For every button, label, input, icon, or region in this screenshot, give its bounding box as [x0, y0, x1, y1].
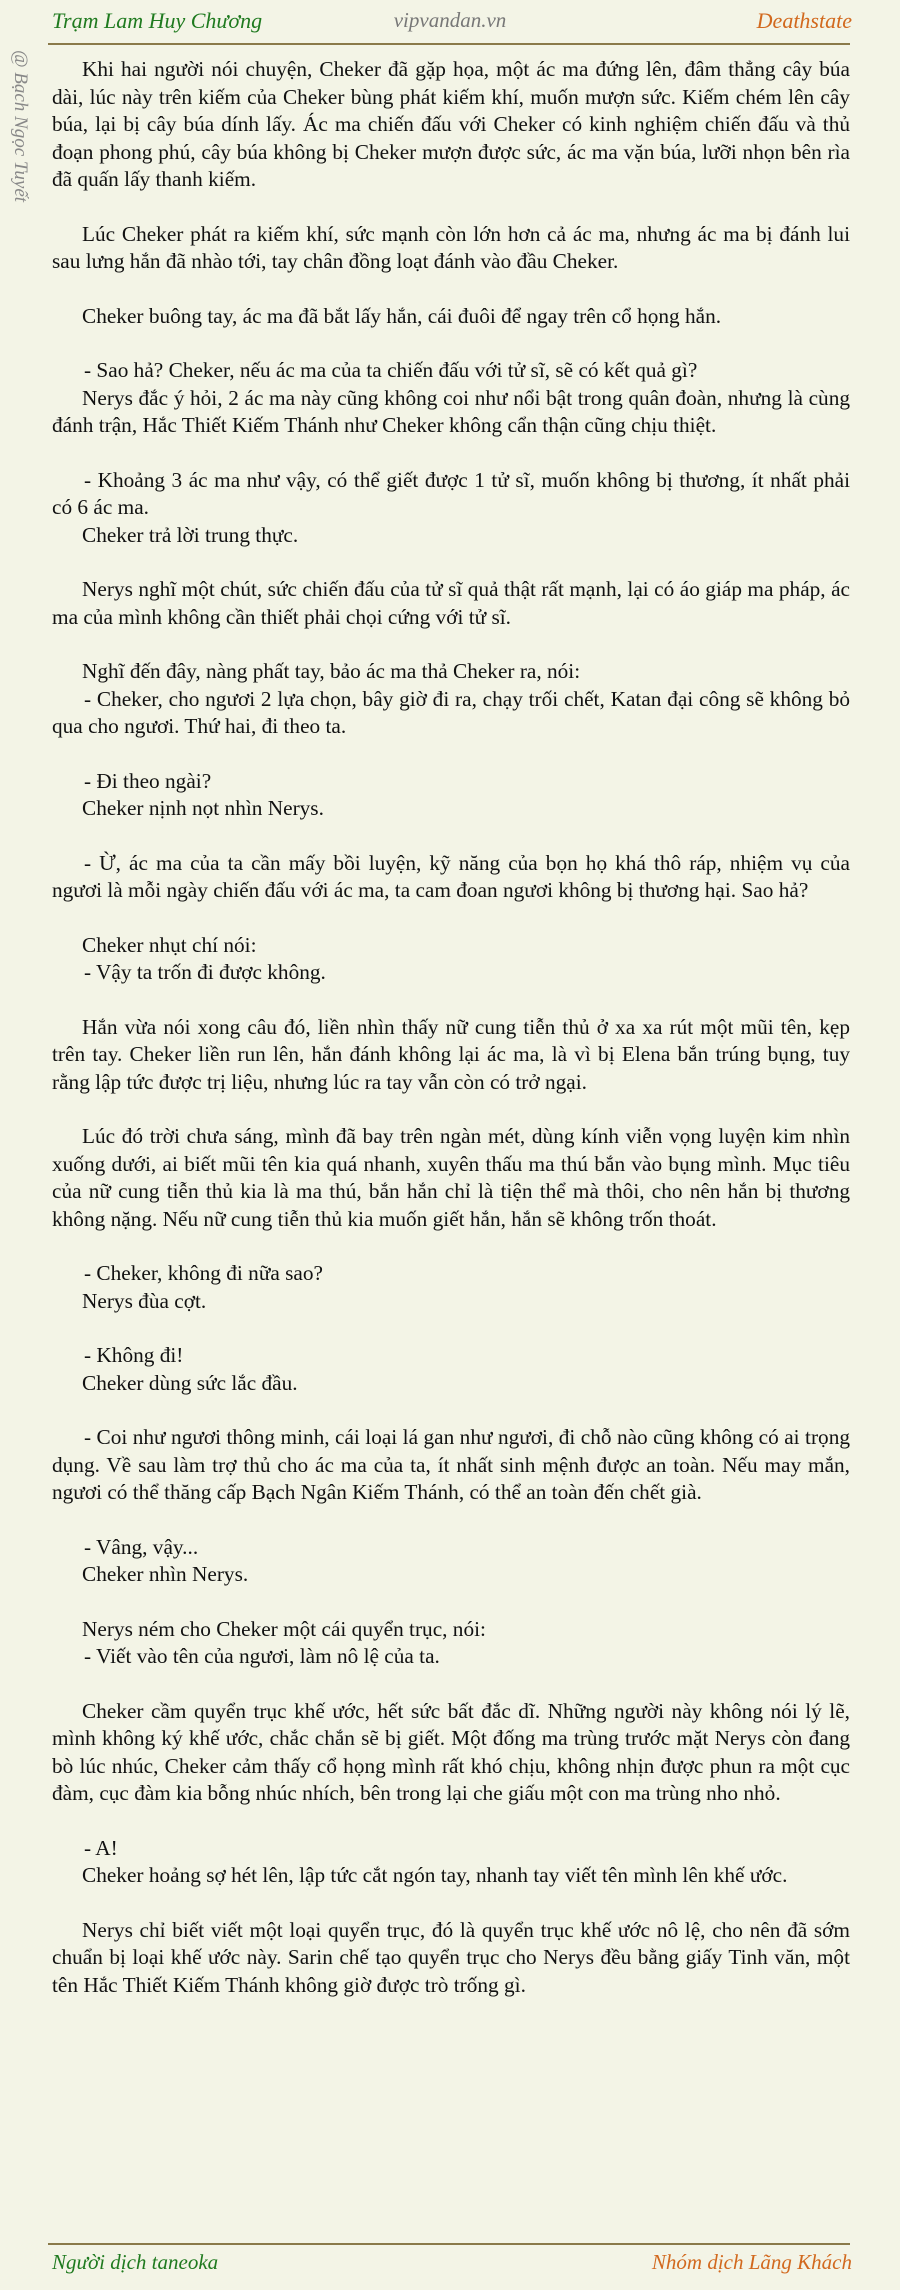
- paragraph: Cheker nhụt chí nói:: [82, 932, 257, 957]
- paragraph: Nghĩ đến đây, nàng phất tay, bảo ác ma thả Cheker ra, nói:: [82, 659, 581, 683]
- paragraph: Nerys đắc ý hỏi, 2 ác ma này cũng không coi như nổi bật trong quân đoàn, nhưng là cùng đánh trận, Hắc Thiết Kiếm Thánh như Cheker không cẩn thận cũng chịu thiệt.: [52, 385, 850, 437]
- paragraph: - Viết vào tên của ngươi, làm nô lệ của ta.: [84, 1644, 440, 1668]
- paragraph: - Vậy ta trốn đi được không.: [84, 960, 326, 984]
- paragraph: - Không đi!: [84, 1343, 184, 1367]
- paragraph: Cheker cầm quyển trục khế ước, hết sức bất đắc dĩ. Những người này không nói lý lẽ, mình không ký khế ước, chắc chắn sẽ bị giết. Một đống ma trùng trước mặt Nerys còn đang bò lúc nhúc, Cheker cảm thấy cổ họng mình rất khó chịu, không nhịn được phun ra một cục đàm, cục đàm kia bỗng nhúc nhích, bên trong lại che giấu một con ma trùng nho nhỏ.: [52, 1698, 850, 1805]
- sidebar-credit-text: @ Bạch Ngọc Tuyết: [10, 50, 31, 203]
- paragraph: - Vâng, vậy...: [84, 1534, 199, 1559]
- site-url: vipvandan.vn: [393, 8, 507, 32]
- paragraph: - Khoảng 3 ác ma như vậy, có thể giết được 1 tử sĩ, muốn không bị thương, ít nhất phải có 6 ác ma.: [52, 467, 850, 519]
- paragraph: Cheker nhìn Nerys.: [82, 1562, 249, 1586]
- paragraph: Nerys ném cho Cheker một cái quyển trục, nói:: [82, 1616, 486, 1641]
- translator-credit: Người dịch taneoka: [52, 2250, 219, 2274]
- paragraph: - Cheker, cho ngươi 2 lựa chọn, bây giờ đi ra, chạy trối chết, Katan đại công sẽ không bỏ qua cho ngươi. Thứ hai, đi theo ta.: [52, 686, 850, 738]
- paragraph: Cheker nịnh nọt nhìn Nerys.: [82, 796, 324, 820]
- paragraph: Cheker hoảng sợ hét lên, lập tức cắt ngón tay, nhanh tay viết tên mình lên khế ước.: [82, 1863, 788, 1887]
- paragraph: Lúc đó trời chưa sáng, mình đã bay trên ngàn mét, dùng kính viễn vọng luyện kim nhìn xuống dưới, ai biết mũi tên kia quá nhanh, xuyên thấu ma thú bắn vào bụng mình. Mục tiêu của nữ cung tiễn thủ kia là ma thú, bắn hắn chỉ là tiện thể mà thôi, cho nên hắn bị thương không nặng. Nếu nữ cung tiễn thủ kia muốn giết hắn, hắn sẽ không trốn thoát.: [52, 1124, 850, 1231]
- paragraph: - Sao hả? Cheker, nếu ác ma của ta chiến đấu với tử sĩ, sẽ có kết quả gì?: [84, 358, 698, 382]
- paragraph: Nerys nghĩ một chút, sức chiến đấu của tử sĩ quả thật rất mạnh, lại có áo giáp ma pháp, ác ma của mình không cần thiết phải chọi cứng với tử sĩ.: [52, 577, 850, 629]
- paragraph: Lúc Cheker phát ra kiếm khí, sức mạnh còn lớn hơn cả ác ma, nhưng ác ma bị đánh lui sau lưng hắn đã nhào tới, tay chân đồng loạt đánh vào đầu Cheker.: [52, 221, 850, 273]
- header-divider: [48, 43, 850, 45]
- paragraph: - A!: [84, 1835, 118, 1860]
- paragraph: - Cheker, không đi nữa sao?: [84, 1261, 323, 1285]
- sidebar-credit: [9, 50, 33, 290]
- paragraph: - Coi như ngươi thông minh, cái loại lá gan như ngươi, đi chỗ nào cũng không có ai trọng dụng. Về sau làm trợ thủ cho ác ma của ta, ít nhất sinh mệnh được an toàn. Nếu may mắn, ngươi có thể thăng cấp Bạch Ngân Kiếm Thánh, có thể an toàn đến chết già.: [52, 1425, 850, 1504]
- paragraph: Nerys đùa cợt.: [82, 1288, 207, 1313]
- paragraph: Nerys chỉ biết viết một loại quyển trục, đó là quyển trục khế ước nô lệ, cho nên đã sớm chuẩn bị loại khế ước này. Sarin chế tạo quyển trục cho Nerys đều bằng giấy Tinh văn, một tên Hắc Thiết Kiếm Thánh không giờ được trò trống gì.: [52, 1917, 850, 1997]
- paragraph: Cheker buông tay, ác ma đã bắt lấy hắn, cái đuôi để ngay trên cổ họng hắn.: [82, 303, 722, 328]
- paragraph: Cheker dùng sức lắc đầu.: [82, 1370, 298, 1395]
- paragraph: Khi hai người nói chuyện, Cheker đã gặp họa, một ác ma đứng lên, đâm thẳng cây búa dài, lúc này trên kiếm của Cheker bùng phát kiếm khí, muốn mượn sức. Kiếm chém lên cây búa, lại bị cây búa dính lấy. Ác ma chiến đấu với Cheker có kinh nghiệm chiến đấu và thủ đoạn phong phú, cây búa không bị Cheker mượn được sức, ác ma vặn búa, lưỡi nhọn bên rìa đã quấn lấy thanh kiếm.: [52, 57, 850, 191]
- paragraph: Hắn vừa nói xong câu đó, liền nhìn thấy nữ cung tiễn thủ ở xa xa rút một mũi tên, kẹp trên tay. Cheker liền run lên, hắn đánh không lại ác ma, là vì bị Elena bắn trúng bụng, tuy rằng lập tức được trị liệu, nhưng lúc ra tay vẫn còn có trở ngại.: [52, 1014, 850, 1094]
- footer-divider: [48, 2243, 850, 2245]
- group-credit: Nhóm dịch Lãng Khách: [651, 2250, 852, 2274]
- chapter-body: [52, 56, 850, 1999]
- paragraph: - Đi theo ngài?: [84, 768, 212, 793]
- page-header: [0, 0, 900, 48]
- paragraph: - Ừ, ác ma của ta cần mấy bồi luyện, kỹ năng của bọn họ khá thô ráp, nhiệm vụ của ngươi là mỗi ngày chiến đấu với ác ma, ta cam đoan ngươi không bị thương hại. Sao hả?: [52, 850, 850, 902]
- paragraph: Cheker trả lời trung thực.: [82, 522, 299, 547]
- site-title: Trạm Lam Huy Chương: [52, 8, 263, 33]
- story-title: Deathstate: [756, 8, 852, 33]
